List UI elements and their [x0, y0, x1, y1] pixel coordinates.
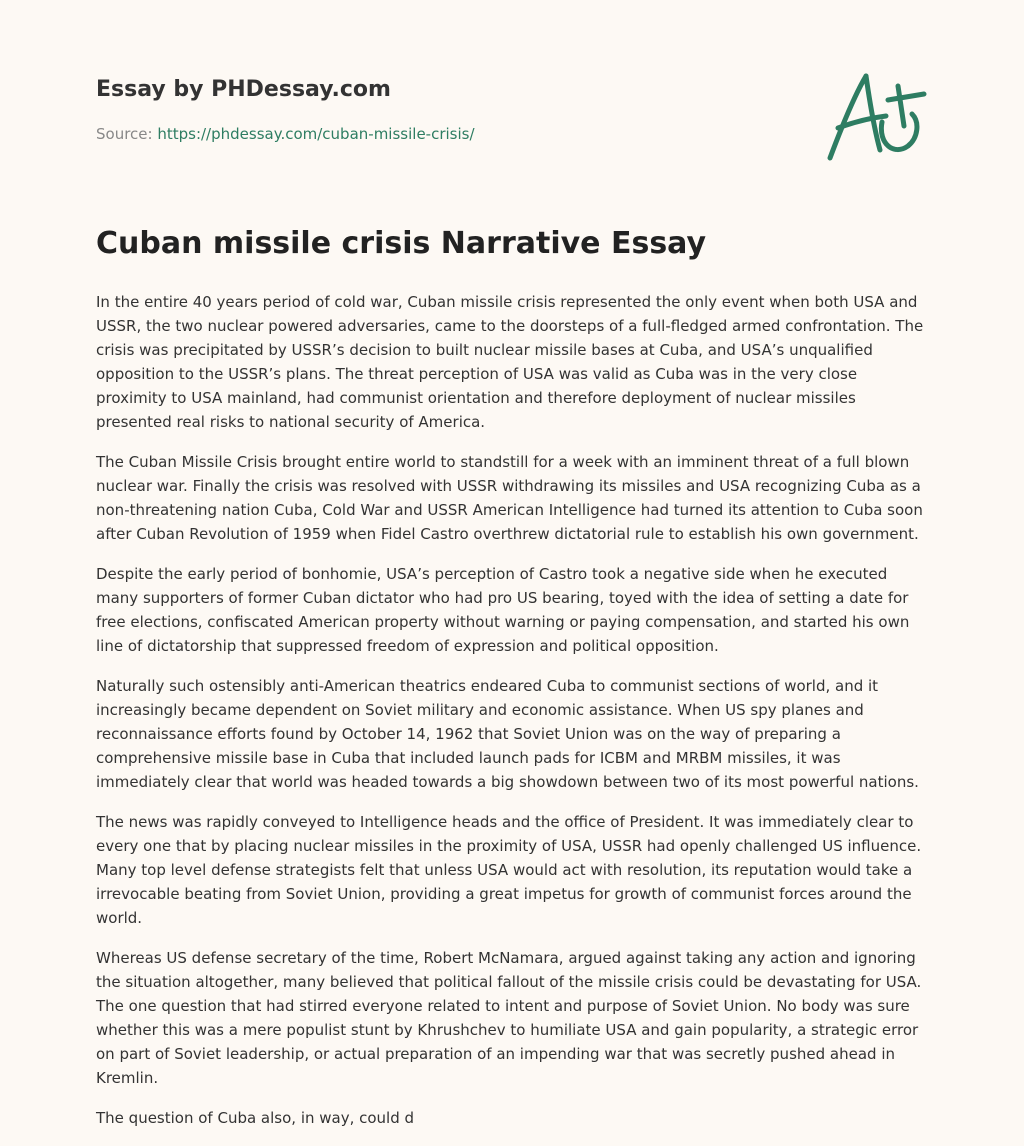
source-label: Source: [96, 125, 158, 143]
essay-paragraph: In the entire 40 years period of cold war, Cuban missile crisis represented the only event when both USA and USSR, the two nuclear powered adversaries, came to the doorsteps of a full-fledged armed confrontation. The crisis was precipitated by USSR’s decision to built nuclear missile bases at Cuba, and USA’s unqualified opposition to the USSR’s plans. The threat perception of USA was valid as Cuba was in the very close proximity to USA mainland, had communist orientation and therefore deployment of nuclear missiles presented real risks to national security of America. [96, 293, 924, 431]
source-line [96, 123, 796, 145]
a-plus-grade-icon [820, 66, 930, 166]
source-link[interactable]: https://phdessay.com/cuban-missile-crisis/ [157, 125, 475, 143]
essay-paragraph: Naturally such ostensibly anti-American theatrics endeared Cuba to communist sections of world, and it increasingly became dependent on Soviet military and economic assistance. When US spy planes and reconnaissance efforts found by October 14, 1962 that Soviet Union was on the way of preparing a comprehensive missile base in Cuba that included launch pads for ICBM and MRBM missiles, it was immediately clear that world was headed towards a big showdown between two of its most powerful nations. [96, 677, 919, 791]
essay-content [96, 222, 932, 1146]
site-title: Essay by PHDessay.com [96, 77, 391, 102]
essay-paragraph: The Cuban Missile Crisis brought entire world to standstill for a week with an imminent threat of a full blown nuclear war. Finally the crisis was resolved with USSR withdrawing its missiles and USA recognizing Cuba as a non-threatening nation Cuba, Cold War and USSR American Intelligence had turned its attention to Cuba soon after Cuban Revolution of 1959 when Fidel Castro overthrew dictatorial rule to establish his own government. [96, 453, 923, 543]
essay-title: Cuban missile crisis Narrative Essay [96, 226, 707, 261]
page-header [96, 72, 796, 145]
essay-paragraph: The question of Cuba also, in way, could d [96, 1109, 415, 1127]
essay-paragraph: Despite the early period of bonhomie, USA’s perception of Castro took a negative side when he executed many supporters of former Cuban dictator who had pro US bearing, toyed with the idea of setting a date for free elections, confiscated American property without warning or paying compensation, and started his own line of dictatorship that suppressed freedom of expression and political opposition. [96, 565, 910, 655]
essay-paragraph: The news was rapidly conveyed to Intelligence heads and the office of President. It was immediately clear to every one that by placing nuclear missiles in the proximity of USA, USSR had openly challenged US influence. Many top level defense strategists felt that unless USA would act with resolution, its reputation would take a irrevocable beating from Soviet Union, providing a great impetus for growth of communist forces around the world. [96, 813, 922, 927]
essay-paragraph: Whereas US defense secretary of the time, Robert McNamara, argued against taking any action and ignoring the situation altogether, many believed that political fallout of the missile crisis could be devastating for USA. The one question that had stirred everyone related to intent and purpose of Soviet Union. No body was sure whether this was a mere populist stunt by Khrushchev to humiliate USA and gain popularity, a strategic error on part of Soviet leadership, or actual preparation of an impending war that was secretly pushed ahead in Kremlin. [96, 949, 922, 1087]
